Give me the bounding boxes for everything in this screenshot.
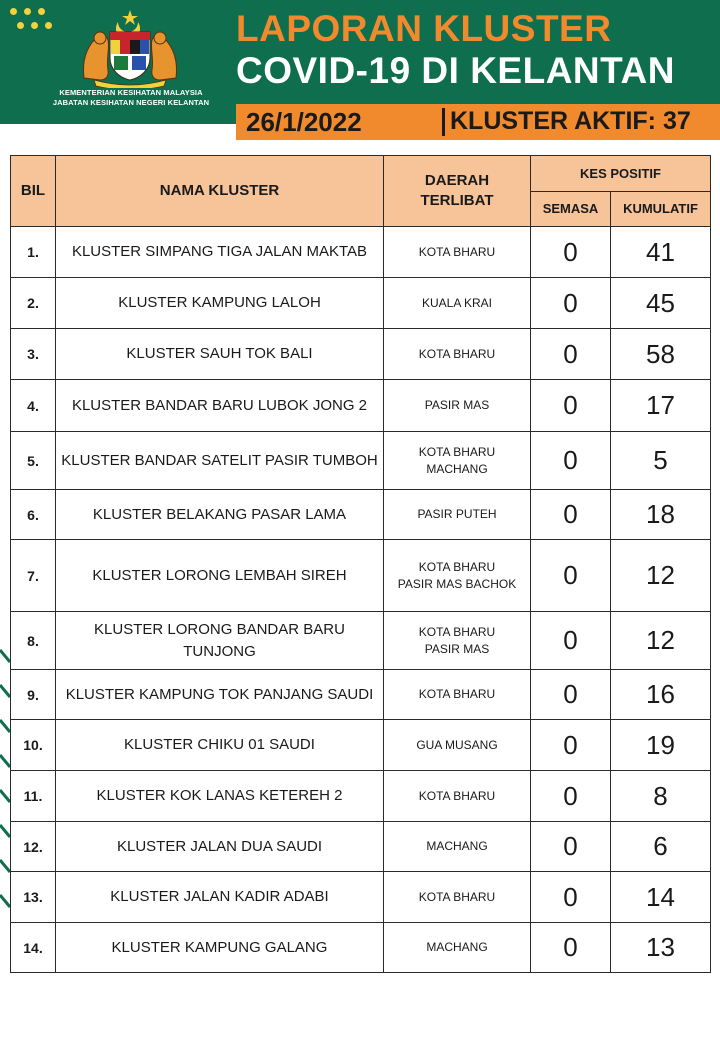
- row-cluster-name: KLUSTER SIMPANG TIGA JALAN MAKTAB: [56, 227, 384, 278]
- row-cluster-name: KLUSTER LORONG BANDAR BARU TUNJONG: [56, 612, 384, 670]
- table-row: [11, 540, 711, 612]
- row-daerah: [384, 329, 531, 380]
- row-daerah-line: KUALA KRAI: [421, 295, 493, 310]
- row-kumulatif: 58: [611, 329, 711, 380]
- table-row: [11, 329, 711, 380]
- row-bil: 14.: [11, 923, 56, 973]
- row-daerah-line: PASIR MAS: [424, 398, 490, 412]
- row-daerah: [384, 278, 531, 329]
- row-cluster-name: KLUSTER LORONG LEMBAH SIREH: [56, 540, 384, 612]
- row-daerah-line: KOTA BHARU: [418, 788, 496, 803]
- table-row: [11, 670, 711, 720]
- row-daerah-line: MACHANG: [426, 940, 488, 954]
- row-daerah: [384, 670, 531, 720]
- row-bil: 10.: [11, 720, 56, 771]
- report-date: 26/1/2022: [246, 107, 362, 137]
- row-semasa: 0: [531, 612, 611, 670]
- row-bil: 8.: [11, 612, 56, 670]
- row-bil: 4.: [11, 380, 56, 432]
- header-semasa: SEMASA: [531, 192, 611, 227]
- row-daerah-line: KOTA BHARU: [418, 244, 496, 259]
- row-kumulatif: 12: [611, 612, 711, 670]
- row-daerah-line: MACHANG: [426, 839, 488, 853]
- table-row: [11, 822, 711, 872]
- row-daerah-line: GUA MUSANG: [416, 737, 498, 752]
- info-separator: [442, 108, 445, 136]
- active-cluster-count: KLUSTER AKTIF: 37: [450, 107, 691, 135]
- ministry-name: [36, 88, 226, 108]
- header-kumulatif: KUMULATIF: [611, 192, 711, 227]
- row-kumulatif: 41: [611, 227, 711, 278]
- report-title-line-1: LAPORAN KLUSTER: [236, 8, 612, 49]
- ministry-line-1: KEMENTERIAN KESIHATAN MALAYSIA: [59, 88, 203, 97]
- table-row: [11, 380, 711, 432]
- row-daerah-line: MACHANG: [426, 461, 488, 476]
- row-bil: 9.: [11, 670, 56, 720]
- table-row: [11, 720, 711, 771]
- row-daerah: [384, 923, 531, 973]
- row-kumulatif: 19: [611, 720, 711, 771]
- row-daerah-line: KOTA BHARU: [418, 889, 496, 904]
- row-semasa: 0: [531, 329, 611, 380]
- row-kumulatif: 16: [611, 670, 711, 720]
- row-semasa: 0: [531, 540, 611, 612]
- table-row: [11, 612, 711, 670]
- row-semasa: 0: [531, 278, 611, 329]
- row-semasa: 0: [531, 670, 611, 720]
- row-daerah-line: PASIR PUTEH: [417, 507, 497, 521]
- row-semasa: 0: [531, 227, 611, 278]
- header-bil: BIL: [11, 156, 56, 227]
- malaysia-coat-of-arms-icon: [76, 8, 184, 88]
- table-row: [11, 490, 711, 540]
- row-bil: 7.: [11, 540, 56, 612]
- row-kumulatif: 6: [611, 822, 711, 872]
- row-cluster-name: KLUSTER KAMPUNG TOK PANJANG SAUDI: [56, 670, 384, 720]
- row-daerah-line: PASIR MAS: [424, 641, 490, 656]
- row-kumulatif: 12: [611, 540, 711, 612]
- row-bil: 6.: [11, 490, 56, 540]
- row-kumulatif: 13: [611, 923, 711, 973]
- row-bil: 2.: [11, 278, 56, 329]
- table-row: [11, 771, 711, 822]
- row-semasa: 0: [531, 432, 611, 490]
- row-cluster-name: KLUSTER KOK LANAS KETEREH 2: [56, 771, 384, 822]
- row-cluster-name: KLUSTER SAUH TOK BALI: [56, 329, 384, 380]
- decorative-dots: [10, 8, 70, 38]
- row-daerah: [384, 771, 531, 822]
- row-daerah: [384, 432, 531, 490]
- row-semasa: 0: [531, 720, 611, 771]
- row-bil: 11.: [11, 771, 56, 822]
- row-daerah-line: PASIR MAS BACHOK: [397, 576, 517, 591]
- header-daerah-line-1: DAERAH: [424, 172, 490, 189]
- ministry-line-2: JABATAN KESIHATAN NEGERI KELANTAN: [52, 98, 210, 107]
- row-daerah-line: KOTA BHARU: [418, 624, 496, 639]
- header-nama-kluster: NAMA KLUSTER: [56, 156, 384, 227]
- row-kumulatif: 18: [611, 490, 711, 540]
- table-row: [11, 432, 711, 490]
- row-bil: 12.: [11, 822, 56, 872]
- table-row: [11, 872, 711, 923]
- row-cluster-name: KLUSTER JALAN KADIR ADABI: [56, 872, 384, 923]
- row-daerah: [384, 540, 531, 612]
- row-daerah: [384, 872, 531, 923]
- row-semasa: 0: [531, 923, 611, 973]
- row-daerah: [384, 720, 531, 771]
- row-daerah-line: KOTA BHARU: [418, 346, 496, 361]
- info-bar: [236, 104, 720, 140]
- row-kumulatif: 8: [611, 771, 711, 822]
- row-semasa: 0: [531, 490, 611, 540]
- header-daerah-terlibat: [384, 156, 531, 227]
- row-daerah: [384, 380, 531, 432]
- header-daerah-line-2: TERLIBAT: [420, 192, 494, 209]
- cluster-table-body: [11, 227, 711, 973]
- row-kumulatif: 17: [611, 380, 711, 432]
- row-cluster-name: KLUSTER CHIKU 01 SAUDI: [56, 720, 384, 771]
- table-row: [11, 923, 711, 973]
- row-bil: 1.: [11, 227, 56, 278]
- row-kumulatif: 14: [611, 872, 711, 923]
- table-row: [11, 227, 711, 278]
- report-title-line-2: COVID-19 DI KELANTAN: [236, 50, 675, 91]
- row-cluster-name: KLUSTER BELAKANG PASAR LAMA: [56, 490, 384, 540]
- row-cluster-name: KLUSTER KAMPUNG LALOH: [56, 278, 384, 329]
- row-semasa: 0: [531, 380, 611, 432]
- row-bil: 13.: [11, 872, 56, 923]
- cluster-table: [10, 155, 711, 973]
- row-semasa: 0: [531, 872, 611, 923]
- row-daerah: [384, 227, 531, 278]
- row-cluster-name: KLUSTER BANDAR BARU LUBOK JONG 2: [56, 380, 384, 432]
- header-kes-positif: KES POSITIF: [531, 156, 711, 192]
- row-semasa: 0: [531, 771, 611, 822]
- row-kumulatif: 5: [611, 432, 711, 490]
- row-daerah-line: KOTA BHARU: [418, 559, 496, 574]
- row-daerah-line: KOTA BHARU: [418, 687, 496, 701]
- row-bil: 3.: [11, 329, 56, 380]
- row-bil: 5.: [11, 432, 56, 490]
- row-cluster-name: KLUSTER BANDAR SATELIT PASIR TUMBOH: [56, 432, 384, 490]
- table-row: [11, 278, 711, 329]
- row-kumulatif: 45: [611, 278, 711, 329]
- row-daerah: [384, 490, 531, 540]
- row-daerah: [384, 612, 531, 670]
- row-cluster-name: KLUSTER KAMPUNG GALANG: [56, 923, 384, 973]
- row-daerah: [384, 822, 531, 872]
- row-daerah-line: KOTA BHARU: [418, 444, 496, 459]
- row-semasa: 0: [531, 822, 611, 872]
- row-cluster-name: KLUSTER JALAN DUA SAUDI: [56, 822, 384, 872]
